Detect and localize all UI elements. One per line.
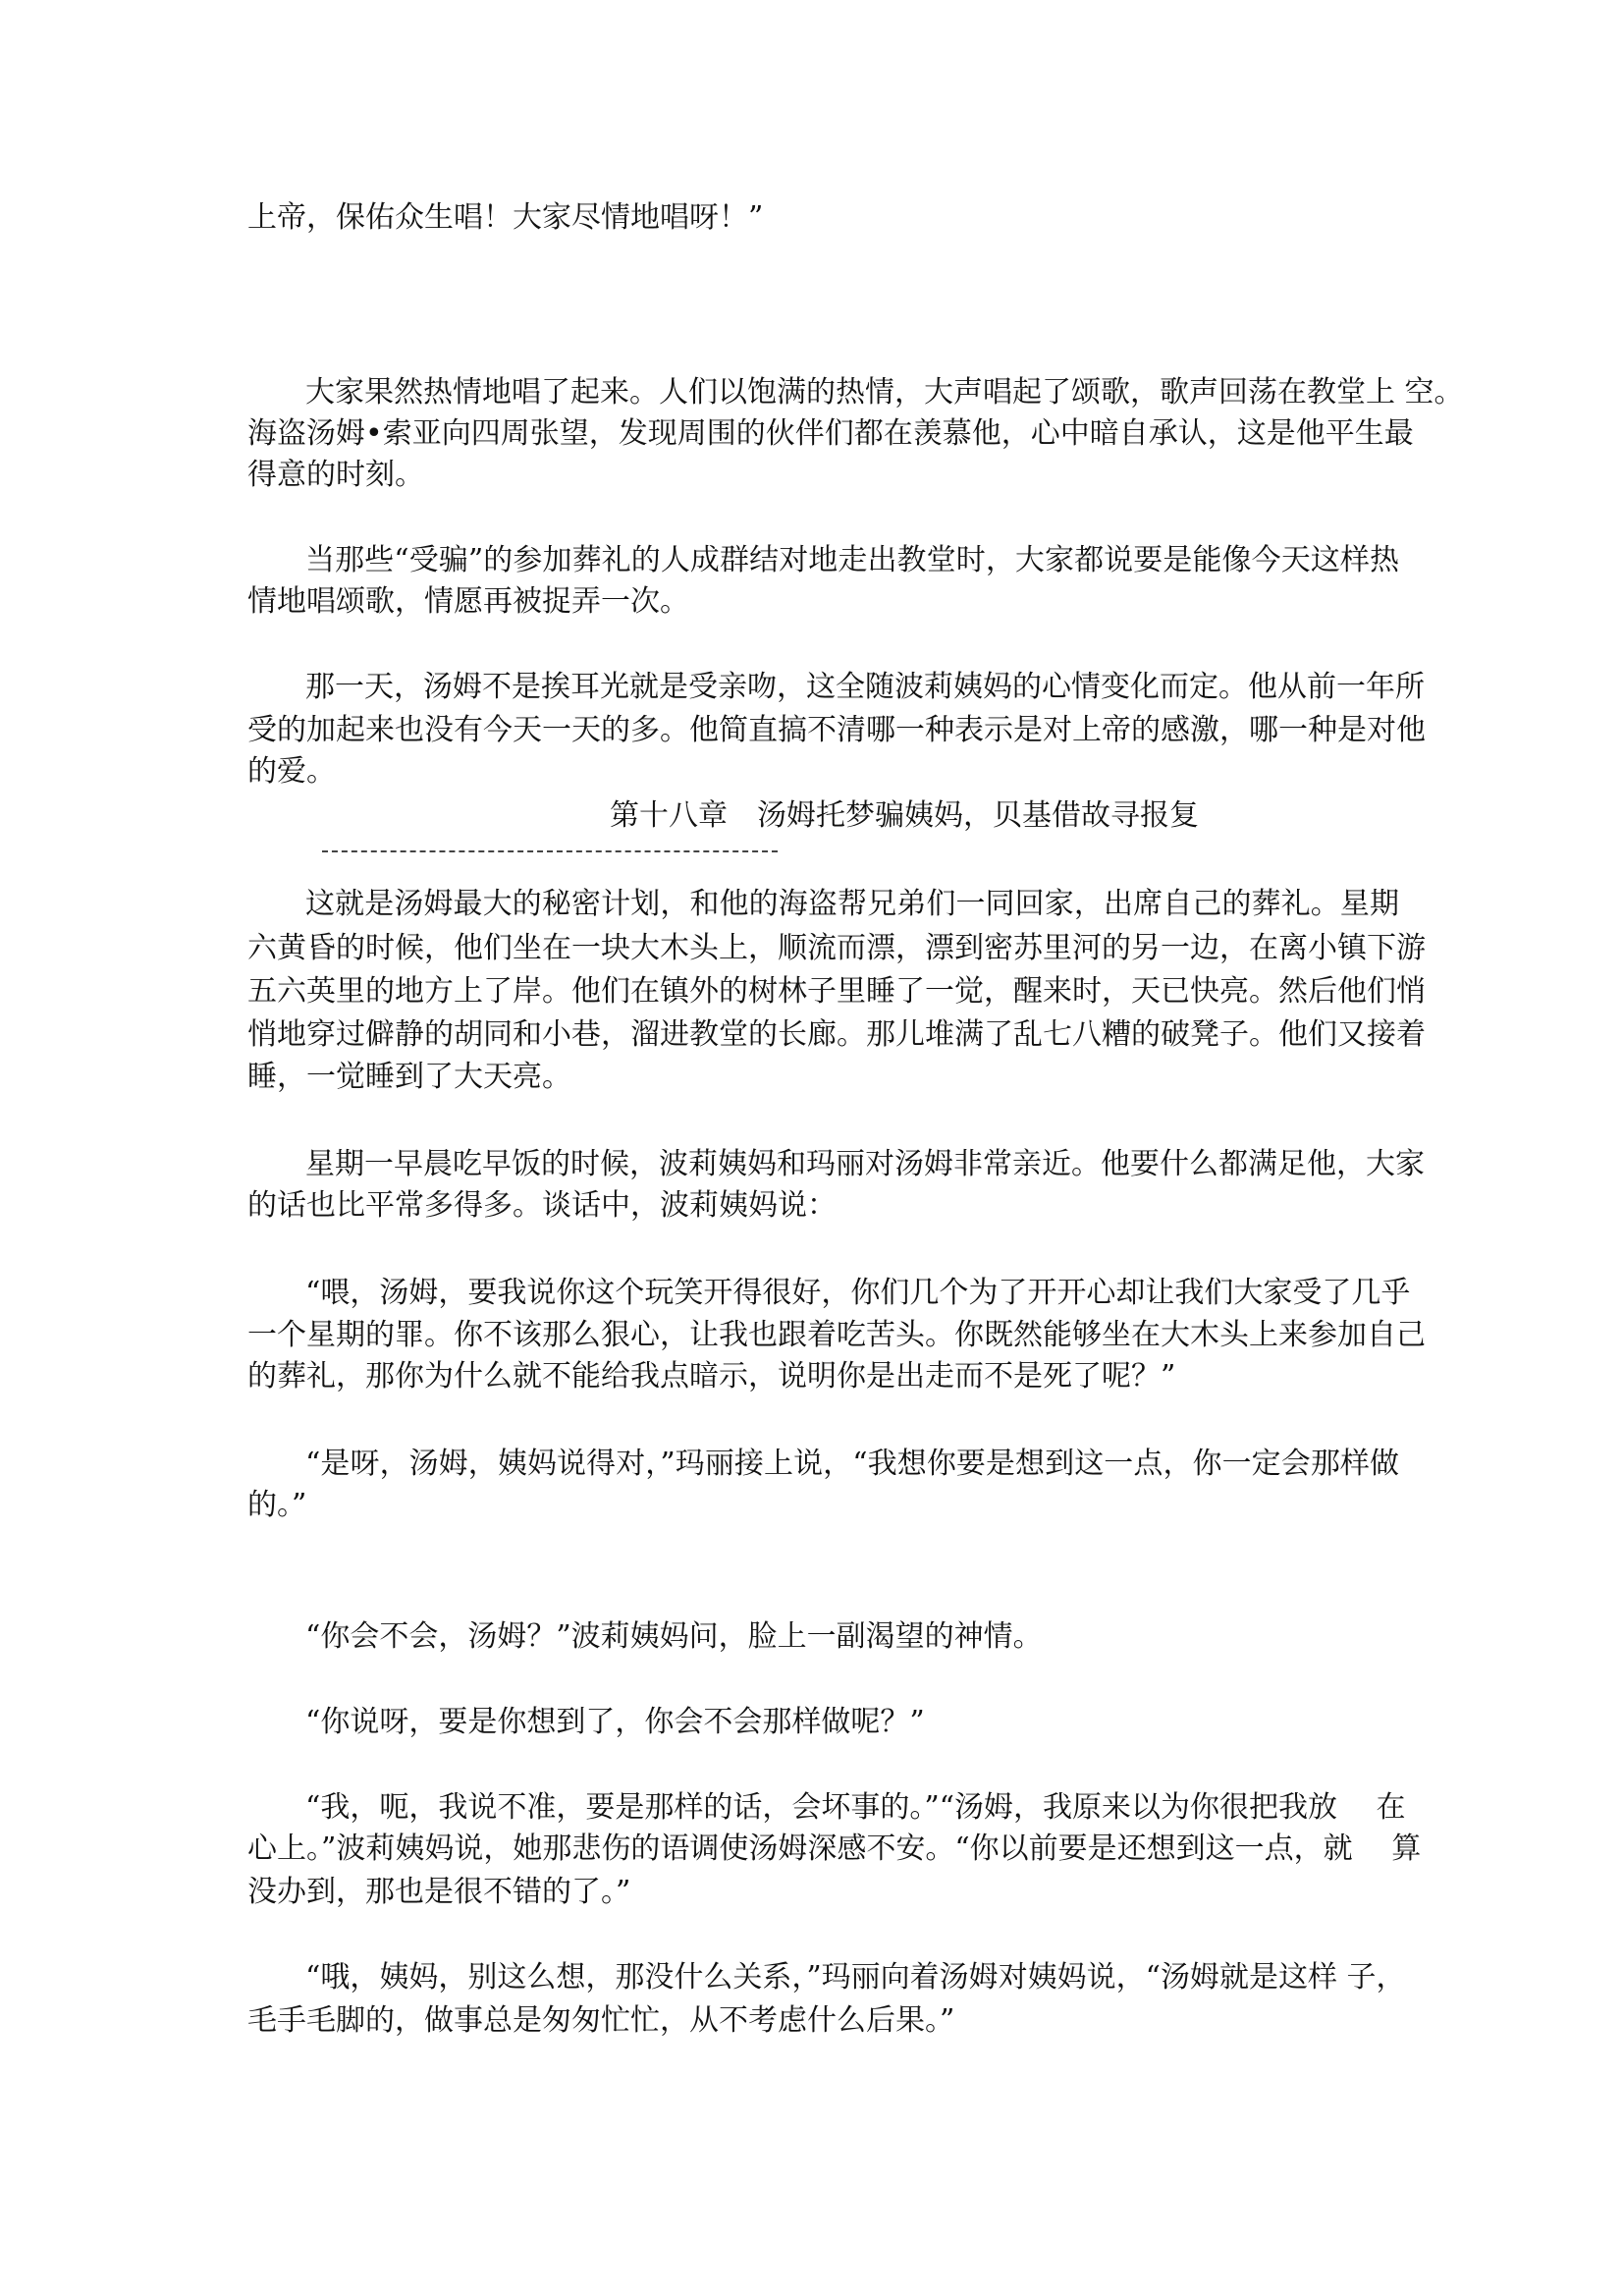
chapter-title: 第十八章 汤姆托梦骗姨妈，贝基借故寻报复 <box>610 798 1199 833</box>
paragraph-line: 的话也比平常多得多。谈话中，波莉姨妈说： <box>247 1188 837 1223</box>
paragraph-line: “是呀，汤姆，姨妈说得对，”玛丽接上说，“我想你要是想到这一点，你一定会那样做 <box>305 1447 1399 1481</box>
paragraph-line: 没办到，那也是很不错的了。” <box>247 1875 631 1909</box>
paragraph-line: “喂，汤姆，要我说你这个玩笑开得很好，你们几个为了开开心却让我们大家受了几乎 <box>305 1276 1411 1310</box>
paragraph-line: 海盗汤姆•索亚向四周张望，发现周围的伙伴们都在羡慕他，心中暗自承认，这是他平生最 <box>247 416 1414 451</box>
paragraph-line: 的。” <box>247 1488 307 1522</box>
paragraph-line: 情地唱颂歌，情愿再被捉弄一次。 <box>247 584 689 619</box>
paragraph-line: 大家果然热情地唱了起来。人们以饱满的热情，大声唱起了颂歌，歌声回荡在教堂上 空。 <box>305 375 1464 410</box>
paragraph-line: 的葬礼，那你为什么就不能给我点暗示，说明你是出走而不是死了呢？” <box>247 1359 1176 1394</box>
paragraph-line: “你会不会，汤姆？”波莉姨妈问，脸上一副渴望的神情。 <box>305 1619 1043 1654</box>
paragraph-line: 得意的时刻。 <box>247 458 424 492</box>
paragraph-line: “哦，姨妈，别这么想，那没什么关系，”玛丽向着汤姆对姨妈说，“汤姆就是这样 子， <box>305 1960 1406 1995</box>
paragraph-line: 五六英里的地方上了岸。他们在镇外的树林子里睡了一觉，醒来时，天已快亮。然后他们悄 <box>247 974 1426 1009</box>
paragraph-line: 星期一早晨吃早饭的时候，波莉姨妈和玛丽对汤姆非常亲近。他要什么都满足他，大家 <box>305 1147 1425 1181</box>
paragraph-line: 六黄昏的时候，他们坐在一块大木头上，顺流而漂，漂到密苏里河的另一边，在离小镇下游 <box>247 931 1426 965</box>
paragraph-line: 睡，一觉睡到了大天亮。 <box>247 1060 571 1094</box>
paragraph-line: 这就是汤姆最大的秘密计划，和他的海盗帮兄弟们一同回家，出席自己的葬礼。星期 <box>305 887 1399 921</box>
paragraph-line: 心上。”波莉姨妈说，她那悲伤的语调使汤姆深感不安。“你以前要是还想到这一点，就 算 <box>247 1831 1422 1866</box>
paragraph-line: 悄地穿过僻静的胡同和小巷，溜进教堂的长廊。那儿堆满了乱七八糟的破凳子。他们又接着 <box>247 1017 1426 1052</box>
paragraph-line: 当那些“受骗”的参加葬礼的人成群结对地走出教堂时，大家都说要是能像今天这样热 <box>305 543 1399 577</box>
paragraph-line: 那一天，汤姆不是挨耳光就是受亲吻，这全随波莉姨妈的心情变化而定。他从前一年所 <box>305 670 1425 704</box>
paragraph-line: 受的加起来也没有今天一天的多。他简直搞不清哪一种表示是对上帝的感激，哪一种是对他 <box>247 713 1426 747</box>
dashed-separator <box>322 850 778 852</box>
paragraph-line: 的爱。 <box>247 754 336 789</box>
paragraph-line: 一个星期的罪。你不该那么狠心，让我也跟着吃苦头。你既然能够坐在大木头上来参加自己 <box>247 1318 1426 1352</box>
paragraph-line: 毛手毛脚的，做事总是匆匆忙忙，从不考虑什么后果。” <box>247 2003 955 2038</box>
paragraph-line: 上帝，保佑众生唱！大家尽情地唱呀！” <box>247 200 764 235</box>
paragraph-line: “你说呀，要是你想到了，你会不会那样做呢？” <box>305 1705 925 1739</box>
paragraph-line: “我，呃，我说不准，要是那样的话，会坏事的。”“汤姆，我原来以为你很把我放 在 <box>305 1790 1406 1825</box>
